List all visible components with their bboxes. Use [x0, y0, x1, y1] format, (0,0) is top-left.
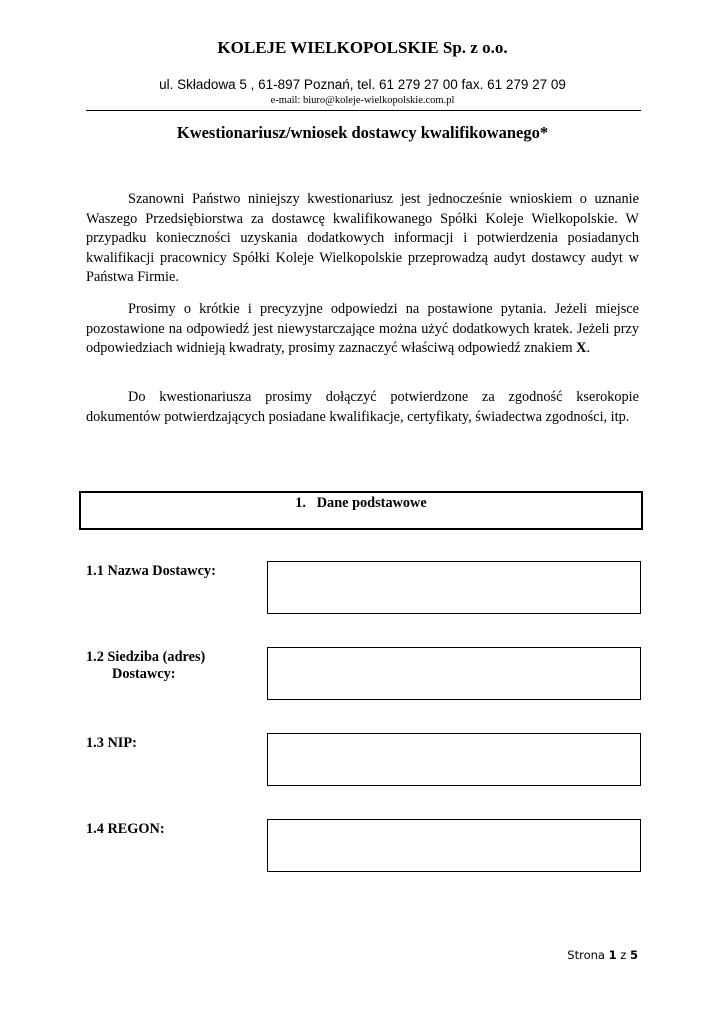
nip-field[interactable]	[267, 733, 641, 786]
supplier-seat-label-line1: 1.2 Siedziba (adres)	[86, 649, 206, 665]
company-address: ul. Składowa 5 , 61-897 Poznań, tel. 61 279 27 00 fax. 61 279 27 09	[159, 77, 566, 92]
supplier-seat-field[interactable]	[267, 647, 641, 700]
supplier-seat-label	[86, 649, 266, 683]
company-name: KOLEJE WIELKOPOLSKIE Sp. z o.o.	[217, 38, 508, 57]
intro-paragraph-2	[86, 300, 639, 359]
supplier-name-label: 1.1 Nazwa Dostawcy:	[86, 563, 216, 579]
section-title	[79, 495, 643, 512]
supplier-name-field[interactable]	[267, 561, 641, 614]
section-number: 1.	[295, 495, 306, 511]
header-divider	[86, 110, 641, 111]
intro-paragraph-2-end: .	[586, 340, 591, 356]
page-total: 5	[629, 948, 638, 962]
nip-label: 1.3 NIP:	[86, 735, 137, 751]
page-number	[500, 948, 638, 962]
regon-field[interactable]	[267, 819, 641, 872]
document-title: Kwestionariusz/wniosek dostawcy kwalifikowanego*	[176, 123, 549, 142]
section-name: Dane podstawowe	[316, 495, 427, 511]
intro-paragraph-3: Do kwestionariusza prosimy dołączyć potwierdzone za zgodność kserokopie dokumentów potwierdzających posiadane kwalifikacje, certyfikaty, świadectwa zgodności, itp.	[86, 389, 639, 425]
supplier-seat-label-line2: Dostawcy:	[112, 666, 176, 682]
page-separator: z	[620, 948, 627, 962]
regon-label: 1.4 REGON:	[86, 821, 165, 837]
intro-paragraph-1: Szanowni Państwo niniejszy kwestionariusz jest jednocześnie wnioskiem o uznanie Waszego Przedsiębiorstwa za dostawcę kwalifikowanego Spółki Koleje Wielkopolskie. W przypadku konieczności uzyskania dodatkowych informacji i potwierdzenia posiadanych kwalifikacji pracownicy Spółki Koleje Wielkopolskie przeprowadzą audyt dostawcy audyt w Państwa Firmie.	[86, 191, 639, 285]
company-email: e-mail: biuro@koleje-wielkopolskie.com.pl	[270, 95, 455, 106]
mark-symbol: X	[576, 340, 587, 356]
page-prefix: Strona	[567, 948, 605, 962]
page-current: 1	[608, 948, 617, 962]
intro-paragraph-2-text: Prosimy o krótkie i precyzyjne odpowiedzi na postawione pytania. Jeżeli miejsce pozostawione na odpowiedź jest niewystarczające można użyć dodatkowych kratek. Jeżeli przy odpowiedziach widnieją kwadraty, prosimy zaznaczyć właściwą odpowiedź znakiem	[86, 301, 639, 356]
